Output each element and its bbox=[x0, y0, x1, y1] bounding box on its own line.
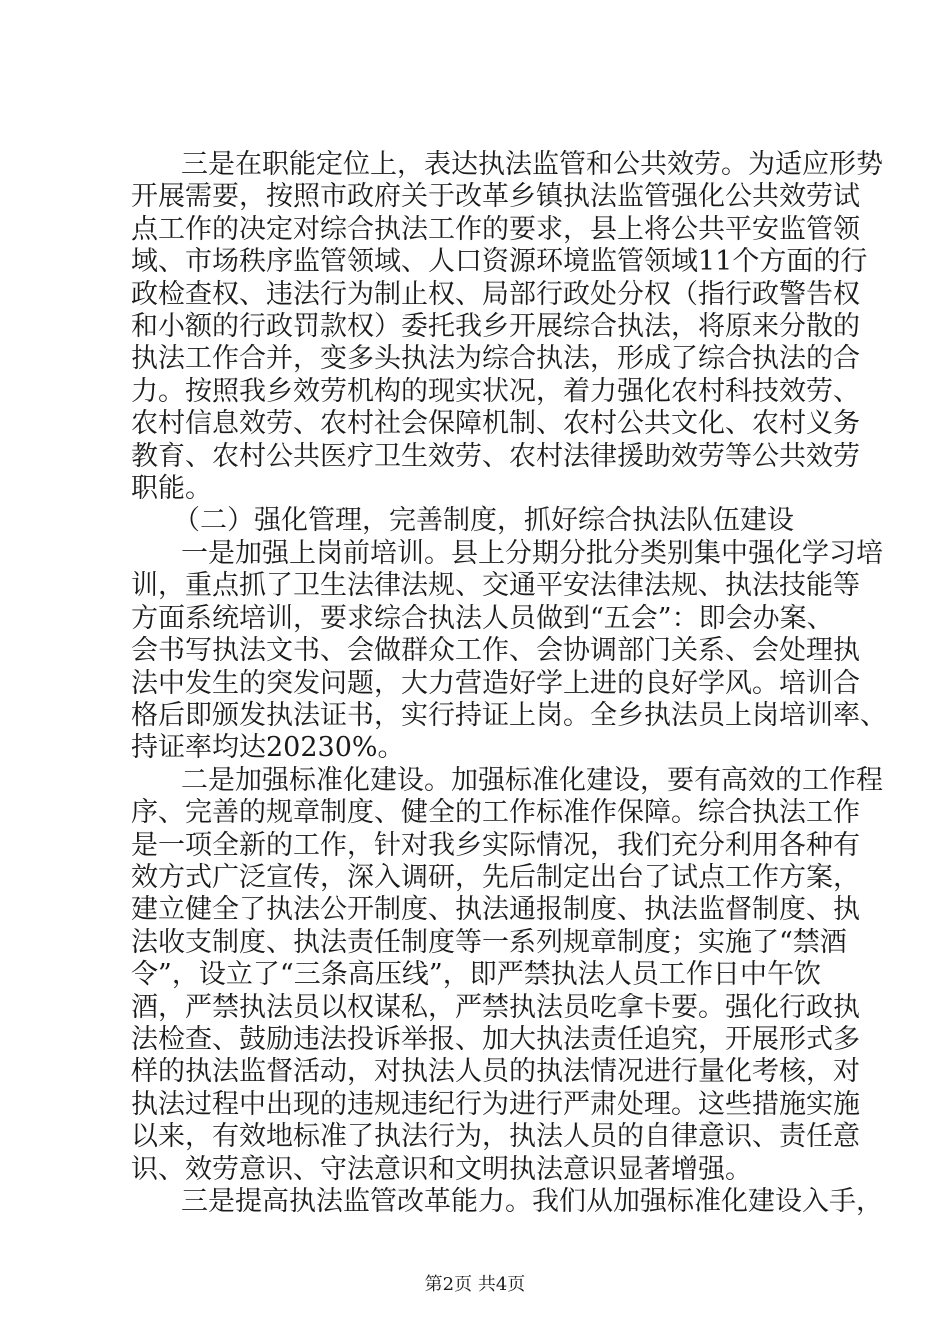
paragraph-line: 效方式广泛宣传，深入调研，先后制定出台了试点工作方案， bbox=[131, 861, 860, 893]
paragraph-line: 域、市场秩序监管领域、人口资源环境监管领域11个方面的行 bbox=[131, 246, 868, 278]
document-body bbox=[131, 149, 887, 1218]
paragraph-line: 三是在职能定位上，表达执法监管和公共效劳。为适应形势 bbox=[181, 149, 883, 180]
body-paragraph bbox=[131, 149, 883, 505]
paragraph-line: 三是提高执法监管改革能力。我们从加强标准化建设入手， bbox=[181, 1186, 883, 1217]
paragraph-line: 会书写执法文书、会做群众工作、会协调部门关系、会处理执 bbox=[131, 635, 860, 667]
paragraph-line: 样的执法监督活动，对执法人员的执法情况进行量化考核，对 bbox=[131, 1056, 860, 1088]
paragraph-line: 教育、农村公共医疗卫生效劳、农村法律援助效劳等公共效劳 bbox=[131, 440, 860, 472]
paragraph-line: 令”，设立了“三条高压线”，即严禁执法人员工作日中午饮 bbox=[131, 959, 821, 991]
paragraph-line: 酒，严禁执法员以权谋私，严禁执法员吃拿卡要。强化行政执 bbox=[131, 991, 860, 1023]
paragraph-line: 是一项全新的工作，针对我乡实际情况，我们充分利用各种有 bbox=[131, 829, 860, 861]
body-paragraph bbox=[131, 764, 883, 1186]
paragraph-line: 法中发生的突发问题，大力营造好学上进的良好学风。培训合 bbox=[131, 667, 860, 699]
paragraph-line: 政检查权、违法行为制止权、局部行政处分权（指行政警告权 bbox=[131, 278, 860, 310]
paragraph-line: 和小额的行政罚款权）委托我乡开展综合执法，将原来分散的 bbox=[131, 311, 860, 343]
paragraph-line: 训，重点抓了卫生法律法规、交通平安法律法规、执法技能等 bbox=[131, 570, 860, 602]
paragraph-line: （二）强化管理，完善制度，抓好综合执法队伍建设 bbox=[173, 505, 794, 537]
section-heading bbox=[131, 505, 821, 537]
paragraph-line: 点工作的决定对综合执法工作的要求，县上将公共平安监管领 bbox=[131, 213, 860, 245]
paragraph-line: 二是加强标准化建设。加强标准化建设，要有高效的工作程 bbox=[181, 764, 883, 796]
page-footer: 第2页 共4页 bbox=[424, 1274, 526, 1295]
paragraph-line: 识、效劳意识、守法意识和文明执法意识显著增强。 bbox=[131, 1153, 752, 1185]
paragraph-line: 一是加强上岗前培训。县上分期分批分类别集中强化学习培 bbox=[181, 537, 883, 569]
body-paragraph bbox=[131, 537, 887, 765]
paragraph-line: 以来，有效地标准了执法行为，执法人员的自律意识、责任意 bbox=[131, 1121, 860, 1153]
paragraph-line: 法收支制度、执法责任制度等一系列规章制度；实施了“禁酒 bbox=[131, 926, 847, 958]
paragraph-line: 格后即颁发执法证书，实行持证上岗。全乡执法员上岗培训率、 bbox=[131, 699, 887, 731]
paragraph-line: 持证率均达20230%。 bbox=[131, 732, 405, 764]
paragraph-line: 执法过程中出现的违规违纪行为进行严肃处理。这些措施实施 bbox=[131, 1088, 860, 1120]
paragraph-line: 法检查、鼓励违法投诉举报、加大执法责任追究，开展形式多 bbox=[131, 1023, 860, 1055]
body-paragraph bbox=[131, 1186, 883, 1218]
paragraph-line: 建立健全了执法公开制度、执法通报制度、执法监督制度、执 bbox=[131, 894, 860, 926]
paragraph-line: 执法工作合并，变多头执法为综合执法，形成了综合执法的合 bbox=[131, 343, 860, 375]
paragraph-line: 农村信息效劳、农村社会保障机制、农村公共文化、农村义务 bbox=[131, 408, 860, 440]
paragraph-line: 力。按照我乡效劳机构的现实状况，着力强化农村科技效劳、 bbox=[131, 375, 860, 407]
paragraph-line: 开展需要，按照市政府关于改革乡镇执法监管强化公共效劳试 bbox=[131, 181, 860, 213]
paragraph-line: 职能。 bbox=[131, 473, 212, 505]
paragraph-line: 方面系统培训，要求综合执法人员做到“五会”：即会办案、 bbox=[131, 602, 834, 634]
paragraph-line: 序、完善的规章制度、健全的工作标准作保障。综合执法工作 bbox=[131, 797, 860, 829]
